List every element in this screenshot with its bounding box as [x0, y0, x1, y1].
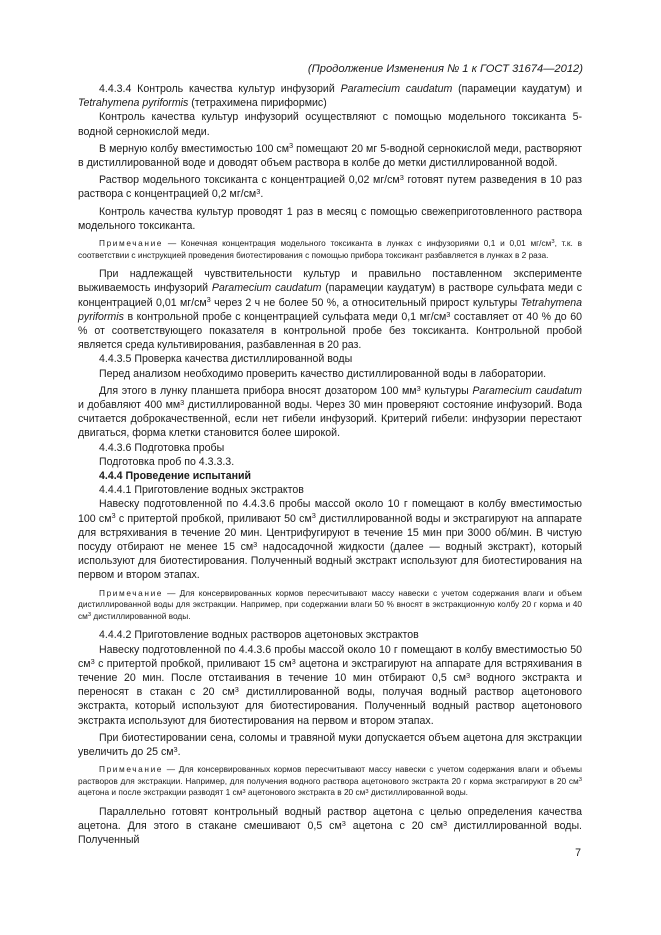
- paragraph: В мерную колбу вместимостью 100 $см^3$ помещают 20 мг 5-водной сернокислой меди, растворяют в дистиллированной воде и доводят объем раствора в колбе до метки дистиллированной водой.: [78, 141, 582, 170]
- paragraph: Раствор модельного токсиканта с концентрацией 0,02 $мг/см^3$ готовят путем разведения в 10 раз раствора с концентрацией 0,2 $мг/см^3$.: [78, 172, 582, 201]
- section-4-4-3-4-heading: 4.4.3.4 Контроль качества культур инфузорий Paramecium caudatum (парамеции каудатум) и Tetrahymena pyriformis (тетрахимена пириформис): [78, 83, 582, 110]
- paragraph: Контроль качества культур инфузорий осуществляют с помощью модельного токсиканта 5-водной сернокислой меди.: [78, 111, 582, 138]
- paragraph: Параллельно готовят контрольный водный раствор ацетона с целью определения качества ацетона. Для этого в стакане смешивают 0,5 $см^3$ ацетона с 20 $см^3$ дистиллированной воды. Полученный: [78, 806, 582, 847]
- section-4-4-4-2-heading: 4.4.4.2 Приготовление водных растворов ацетоновых экстрактов: [99, 629, 419, 642]
- page-number: 7: [575, 847, 581, 859]
- section-4-4-3-5-heading: 4.4.3.5 Проверка качества дистиллированной воды: [99, 353, 353, 366]
- document-body: [78, 82, 582, 848]
- paragraph: Навеску подготовленной по 4.4.3.6 пробы массой около 10 г помещают в колбу вместимостью 50 $см^3$ с притертой пробкой, приливают 15 $см^3$ ацетона и экстрагируют на аппарате для встряхивания в течение 20 мин. После отстаивания в течение 10 мин отбирают 0,5 $см^3$ водного экстракта и переносят в стакан с 20 $см^3$ дистиллированной воды, получая водный раствор ацетонового экстракта, который используют для биотестирования. Полученный водный раствор ацетонового экстракта используют для биотестирования на первом и втором этапах.: [78, 643, 582, 727]
- paragraph: Подготовка проб по 4.3.3.3.: [99, 455, 235, 468]
- note: Примечание — Для консервированных кормов пересчитывают массу навески с учетом содержания влаги и объемы растворов для экстракции. Например, для получения водного раствора ацетонового экстракта 20 г корма экстрагируют в 20 $см^3$ ацетона и после экстракции разводят 1 $см^3$ ацетонового экстракта в 20 $см^3$ дистиллированной воды.: [78, 764, 582, 798]
- section-4-4-4-heading: 4.4.4 Проведение испытаний: [99, 470, 252, 483]
- section-4-4-3-6-heading: 4.4.3.6 Подготовка пробы: [99, 441, 225, 454]
- paragraph: При биотестировании сена, соломы и травяной муки допускается объем ацетона для экстракции увеличить до 25 $см^3$.: [78, 731, 582, 759]
- page-header: (Продолжение Изменения № 1 к ГОСТ 31674—2012): [307, 63, 583, 75]
- paragraph: При надлежащей чувствительности культур и правильно поставленном эксперименте выживаемость инфузорий Paramecium caudatum (парамеции каудатум) в растворе сульфата меди с концентрацией 0,01 $мг/см^3$ через 2 ч не более 50 %, а относительный прирост культуры Tetrahymena pyriformis в контрольной пробе с концентрацией сульфата меди 0,1 $мг/см^3$ составляет от 40 % до 60 % от соответствующего показателя в контрольной пробе без токсиканта. Контрольной пробой является среда культивирования, разбавленная в 20 раз.: [78, 268, 583, 352]
- note: Примечание — Для консервированных кормов пересчитывают массу навески с учетом содержания влаги и объем дистиллированной воды для экстракции. Например, при содержании влаги 50 % вносят в экстракционную колбу 20 г корма и 40 $см^3$ дистиллированной воды.: [78, 587, 582, 621]
- paragraph: Навеску подготовленной по 4.4.3.6 пробы массой около 10 г помещают в колбу вместимостью 100 $см^3$ с притертой пробкой, приливают 50 $см^3$ дистиллированной воды и экстрагируют на аппарате для встряхивания в течение 20 мин. Центрифугируют в течение 15 мин при 3000 об/мин. В чистую посуду отбирают не менее 15 $см^3$ надосадочной жидкости (далее — водный экстракт), который используют для биотестирования. Полученный водный экстракт используют для биотестирования на первом и втором этапах.: [78, 498, 583, 582]
- paragraph: Перед анализом необходимо проверить качество дистиллированной воды в лаборатории.: [99, 367, 547, 380]
- section-4-4-4-1-heading: 4.4.4.1 Приготовление водных экстрактов: [99, 484, 304, 497]
- paragraph: Контроль качества культур проводят 1 раз в месяц с помощью свежеприготовленного раствора модельного токсиканта.: [78, 205, 582, 232]
- note: Примечание — Конечная концентрация модельного токсиканта в лунках с инфузориями 0,1 и 0,01 $мг/см^3$, т.к. в соответствии с инструкцией проведения биотестирования с помощью прибора токсикант разбавляется в лунках в 2 раза.: [78, 238, 582, 260]
- paragraph: Для этого в лунку планшета прибора вносят дозатором 100 $мм^3$ культуры Paramecium caudatum и добавляют 400 $мм^3$ дистиллированной воды. Через 30 мин проверяют состояние инфузорий. Вода считается доброкачественной, если нет гибели инфузорий. Критерий гибели: инфузории перестают двигаться, форма клетки становится более широкой.: [78, 383, 582, 440]
